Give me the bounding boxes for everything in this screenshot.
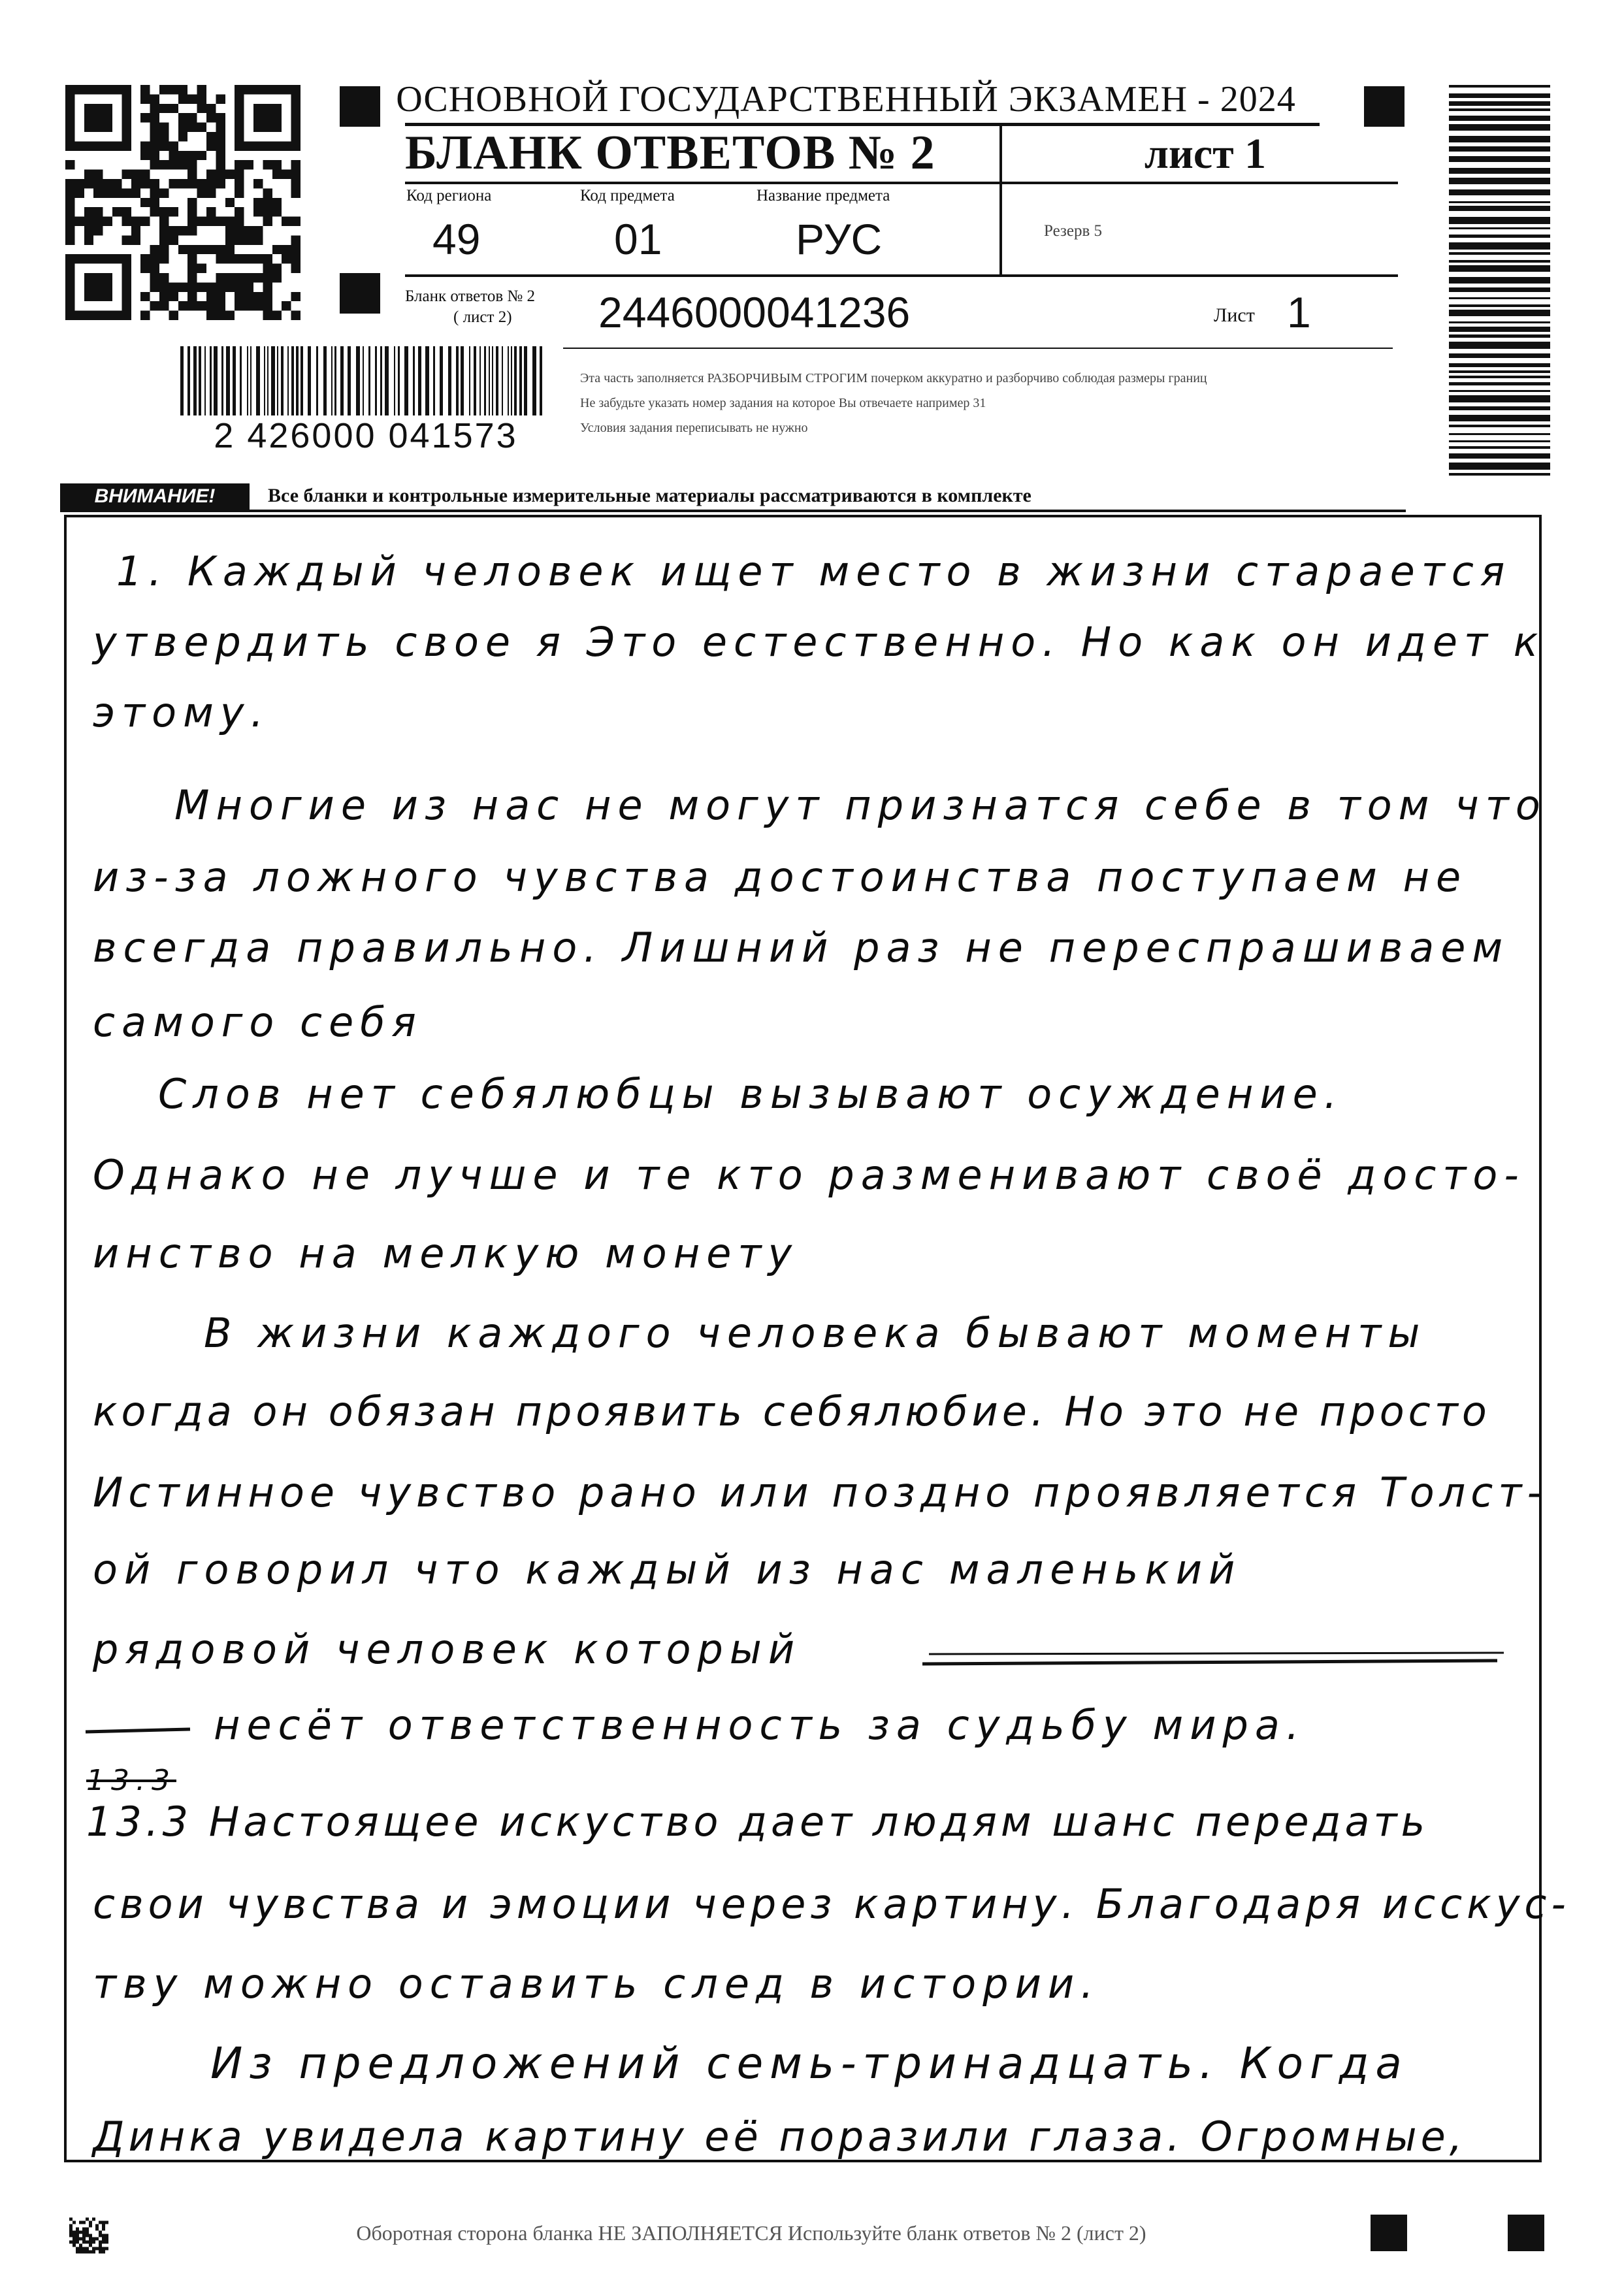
alignment-marker-bottom-1 bbox=[1371, 2215, 1407, 2251]
answer-line-18: 13.3 Настоящее искуство дает людям шанс передать bbox=[86, 1798, 1429, 1846]
form-number: 2446000041236 bbox=[598, 288, 911, 336]
answer-line-11: В жизни каждого человека бывают моменты bbox=[204, 1309, 1427, 1357]
header-divider-1 bbox=[405, 182, 1398, 184]
alignment-marker-top-right bbox=[1364, 86, 1405, 127]
answer-line-16: несёт ответственность за судьбу мира. bbox=[214, 1701, 1306, 1749]
instruction-2: Не забудьте указать номер задания на которое Вы отвечаете например 31 bbox=[580, 396, 986, 410]
subject-name-value: РУС bbox=[796, 215, 883, 263]
alignment-marker-mid-left bbox=[340, 273, 380, 314]
instruction-3: Условия задания переписывать не нужно bbox=[580, 421, 808, 435]
answer-line-15: рядовой человек который bbox=[93, 1625, 802, 1673]
answer-line-6: всегда правильно. Лишний раз не переспрашиваем bbox=[93, 924, 1510, 971]
answer-line-8: Слов нет себялюбцы вызывают осуждение. bbox=[158, 1070, 1344, 1118]
answer-area[interactable] bbox=[64, 515, 1570, 2162]
list-label: Лист bbox=[1214, 304, 1255, 326]
alignment-marker-bottom-2 bbox=[1508, 2215, 1544, 2251]
qr-code bbox=[65, 85, 300, 320]
instruction-top-line bbox=[563, 348, 1393, 349]
warning-text: Все бланки и контрольные измерительные материалы рассматриваются в комплекте bbox=[268, 485, 1031, 506]
footer-text: Оборотная сторона бланка НЕ ЗАПОЛНЯЕТСЯ Используйте бланк ответов № 2 (лист 2) bbox=[356, 2221, 1146, 2245]
subject-code-value: 01 bbox=[614, 215, 662, 263]
strikethrough-scribble-1 bbox=[916, 1641, 1504, 1687]
answer-line-3: этому. bbox=[93, 689, 270, 736]
answer-line-22: Динка увидела картину её поразили глаза. Огромные, bbox=[93, 2113, 1467, 2160]
form-sheet-label-2: ( лист 2) bbox=[453, 308, 512, 326]
barcode-number: 2 426000 041573 bbox=[163, 415, 568, 456]
answer-line-1: 1. Каждый человек ищет место в жизни старается bbox=[116, 547, 1512, 595]
sheet-title: лист 1 bbox=[1144, 130, 1267, 178]
answer-line-5: из-за ложного чувства достоинства поступаем не bbox=[93, 853, 1468, 901]
subject-name-label: Название предмета bbox=[756, 187, 890, 204]
exam-title: ОСНОВНОЙ ГОСУДАРСТВЕННЫЙ ЭКЗАМЕН - 2024 bbox=[396, 79, 1296, 120]
region-code-label: Код региона bbox=[406, 187, 492, 204]
answer-line-10: инство на мелкую монету bbox=[93, 1229, 799, 1277]
list-number: 1 bbox=[1287, 288, 1311, 336]
form-sheet-label-1: Бланк ответов № 2 bbox=[405, 287, 535, 305]
warning-badge: ВНИМАНИЕ! bbox=[60, 483, 250, 510]
header-divider-vertical bbox=[999, 125, 1002, 274]
barcode-right bbox=[1449, 85, 1550, 477]
form-title: БЛАНК ОТВЕТОВ № 2 bbox=[405, 126, 935, 180]
answer-line-13: Истинное чувство рано или поздно проявляется Толст- bbox=[93, 1469, 1547, 1516]
answer-line-12: когда он обязан проявить себялюбие. Но это не просто bbox=[93, 1388, 1491, 1435]
answer-line-21: Из предложений семь-тринадцать. Когда bbox=[210, 2038, 1408, 2089]
answer-line-14: ой говорил что каждый из нас маленький bbox=[93, 1546, 1242, 1593]
answer-line-19: свои чувства и эмоции через картину. Благодаря исскус- bbox=[93, 1880, 1570, 1928]
region-code-value: 49 bbox=[432, 215, 481, 263]
instruction-1: Эта часть заполняется РАЗБОРЧИВЫМ СТРОГИМ почерком аккуратно и разборчиво соблюдая размеры границ bbox=[580, 371, 1207, 385]
answer-line-20: тву можно оставить след в истории. bbox=[93, 1960, 1100, 2008]
answer-line-7: самого себя bbox=[93, 998, 423, 1046]
reserve-label: Резерв 5 bbox=[1044, 222, 1103, 240]
answer-line-17: 13.3 bbox=[86, 1764, 176, 1797]
answer-line-2: утвердить свое я Это естественно. Но как он идет к bbox=[93, 618, 1545, 666]
warning-underline bbox=[60, 510, 1406, 512]
answer-line-9: Однако не лучше и те кто разменивают своё досто- bbox=[93, 1151, 1525, 1199]
strikethrough-scribble-2 bbox=[82, 1710, 193, 1749]
answer-line-4: Многие из нас не могут признатся себе в том что bbox=[174, 781, 1547, 829]
footer-code-icon bbox=[69, 2217, 108, 2254]
header-divider-2 bbox=[405, 274, 1398, 277]
subject-code-label: Код предмета bbox=[580, 187, 675, 204]
